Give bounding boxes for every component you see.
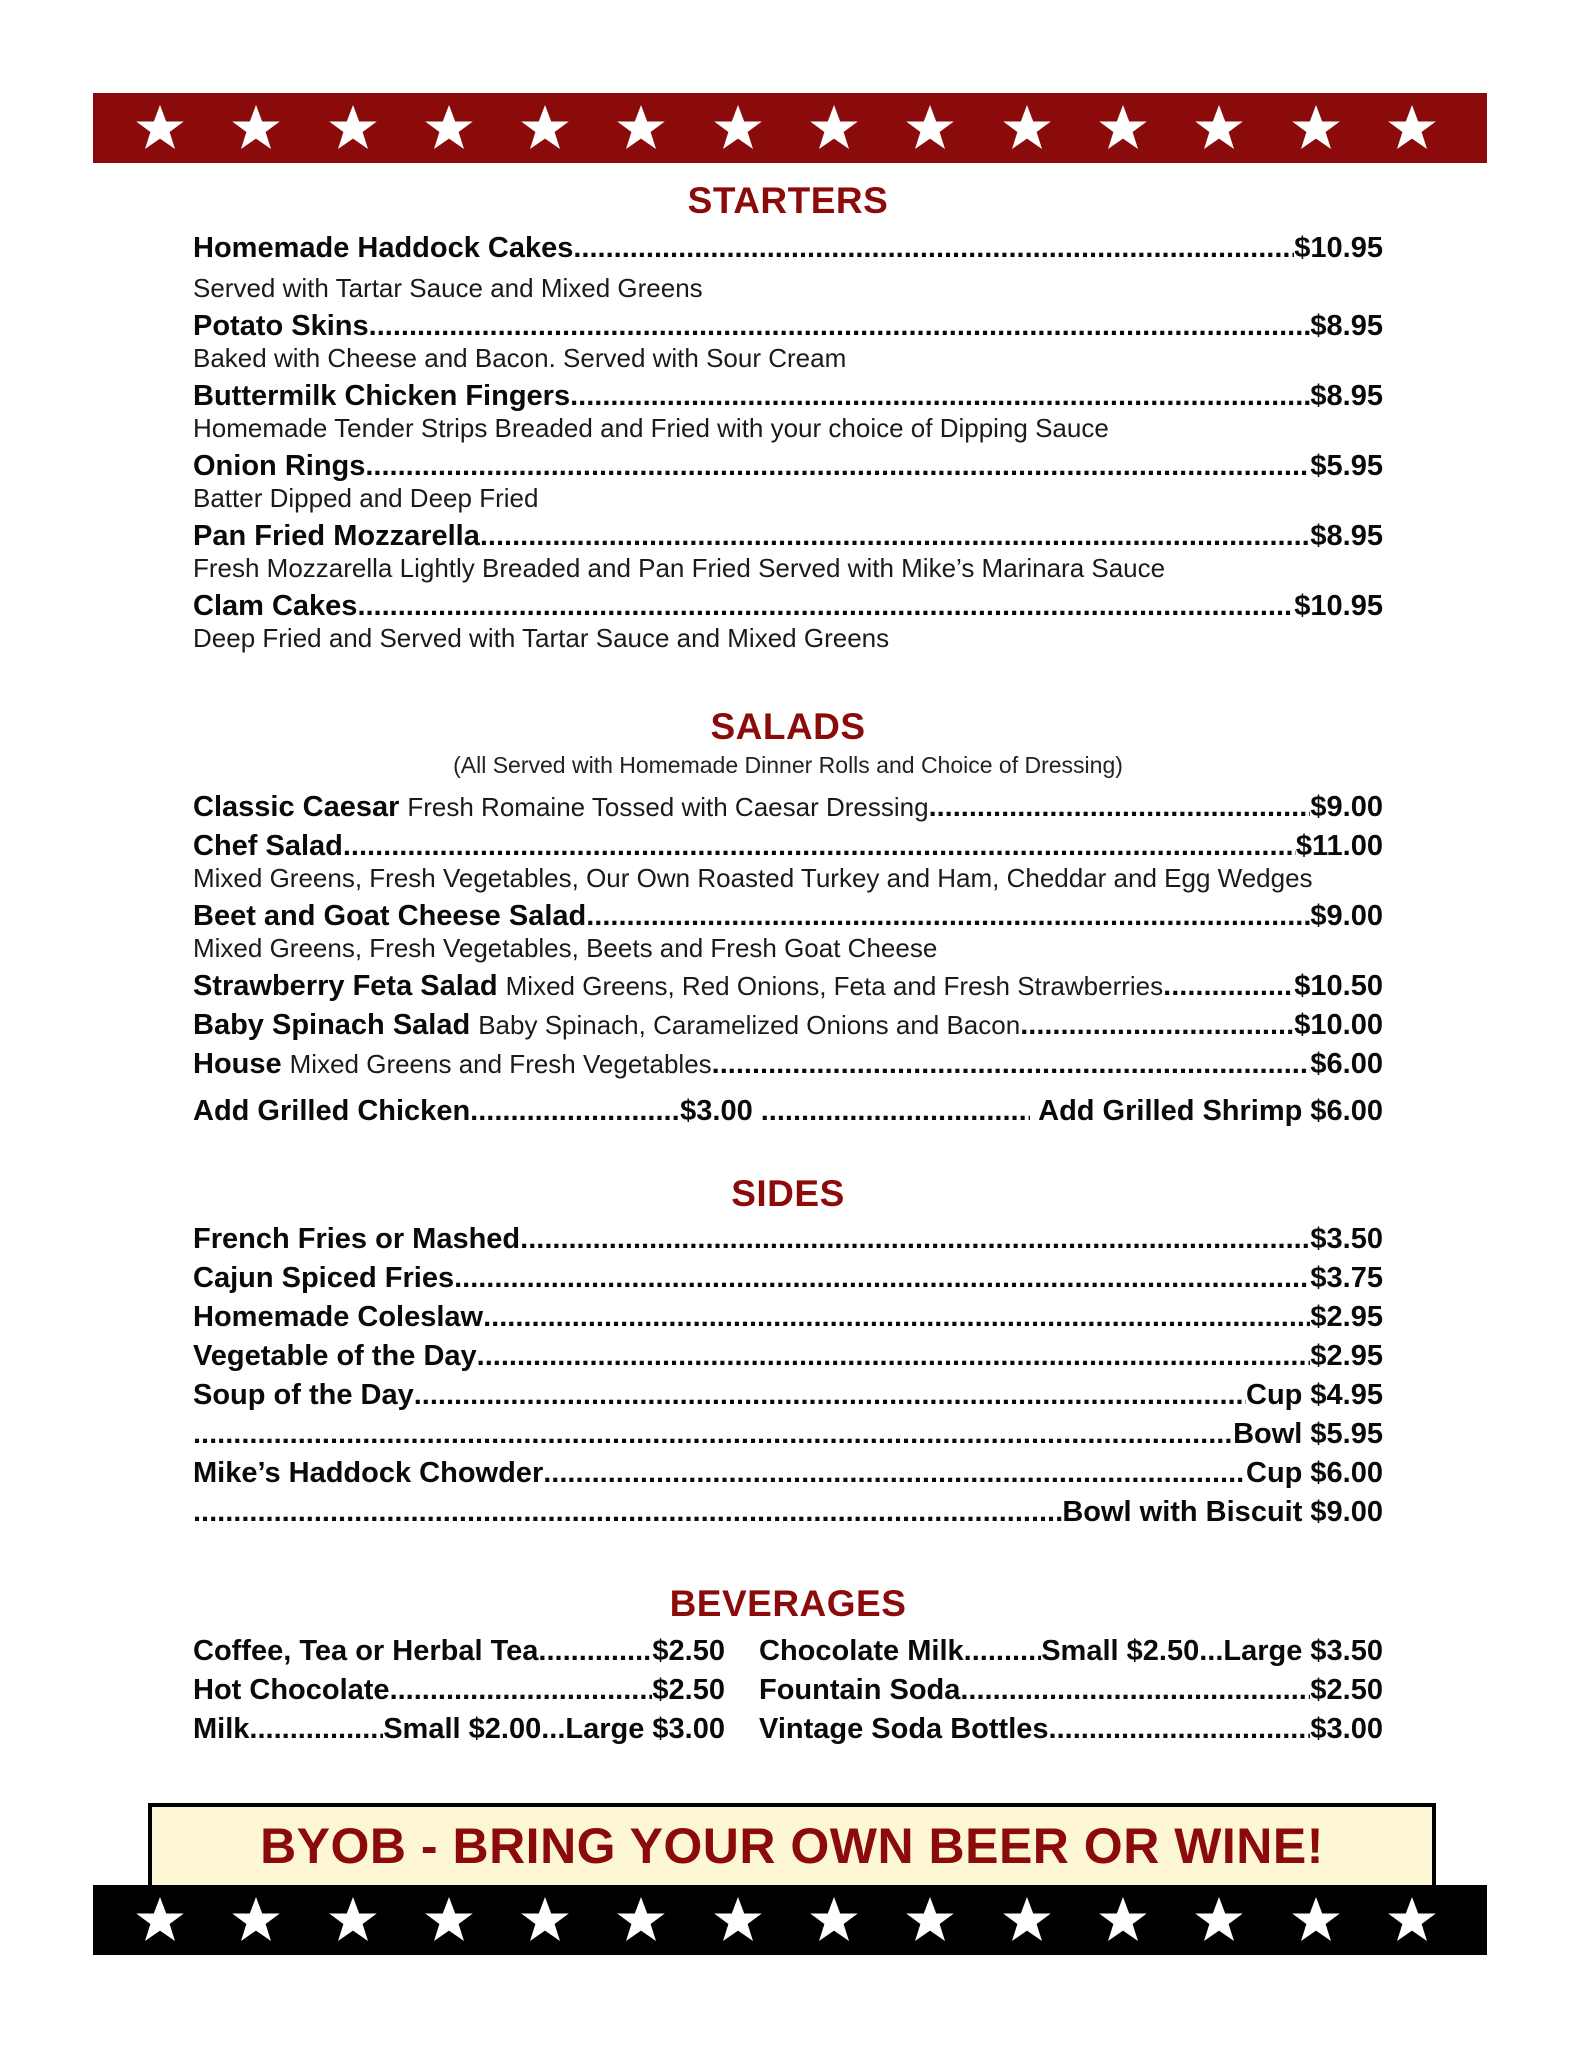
bottom-star-bar — [93, 1885, 1487, 1955]
item-price: Small $2.50...Large $3.50 — [1041, 1635, 1383, 1667]
item-description: Deep Fried and Served with Tartar Sauce and Mixed Greens — [193, 623, 890, 653]
menu-item-row — [759, 1674, 1383, 1707]
item-price: Cup $6.00 — [1246, 1457, 1383, 1489]
top-star-bar — [93, 93, 1487, 163]
item-inline-description: Mixed Greens, Red Onions, Feta and Fresh Strawberries — [505, 971, 1164, 1001]
menu-item-row — [193, 1674, 725, 1707]
star-icon — [520, 1895, 570, 1945]
item-price: $2.95 — [1310, 1340, 1383, 1372]
dot-leader — [483, 1301, 1310, 1334]
star-icon — [328, 1895, 378, 1945]
star-icon — [809, 103, 859, 153]
starters-section — [193, 180, 1383, 654]
item-name: Buttermilk Chicken Fingers — [193, 380, 571, 412]
menu-item-row — [759, 1713, 1383, 1746]
item-name: Cajun Spiced Fries — [193, 1262, 455, 1294]
menu-item — [193, 1418, 1383, 1451]
star-icon — [424, 1895, 474, 1945]
dot-leader — [369, 310, 1311, 343]
item-name: Vegetable of the Day — [193, 1340, 477, 1372]
item-price: Small $2.00...Large $3.00 — [383, 1713, 725, 1745]
dot-leader — [538, 1635, 652, 1668]
item-description: Mixed Greens, Fresh Vegetables, Beets and Fresh Goat Cheese — [193, 933, 938, 963]
dot-leader — [193, 1418, 1233, 1451]
dot-leader — [454, 1262, 1310, 1295]
menu-item-row — [193, 232, 1383, 265]
item-name: Pan Fried Mozzarella — [193, 520, 480, 552]
star-icon — [616, 103, 666, 153]
star-icon — [616, 1895, 666, 1945]
item-name: Clam Cakes — [193, 590, 358, 622]
menu-item — [193, 450, 1383, 514]
menu-item-row — [193, 830, 1383, 863]
add-shrimp-label: Add Grilled Shrimp $6.00 — [1038, 1095, 1383, 1127]
dot-leader — [357, 590, 1294, 623]
dot-leader — [964, 1635, 1042, 1668]
item-price: $5.95 — [1310, 450, 1383, 482]
menu-item — [193, 310, 1383, 374]
item-price: $10.50 — [1294, 970, 1383, 1002]
star-icon — [1194, 1895, 1244, 1945]
item-price: $8.95 — [1310, 380, 1383, 412]
menu-item-row — [193, 1048, 1383, 1081]
menu-item-row — [193, 450, 1383, 483]
sides-title: SIDES — [731, 1173, 845, 1214]
menu-item — [193, 1379, 1383, 1412]
dot-leader — [1049, 1713, 1311, 1746]
dot-leader — [573, 232, 1294, 265]
item-name: Soup of the Day — [193, 1379, 414, 1411]
item-description: Fresh Mozzarella Lightly Breaded and Pan Fried Served with Mike’s Marinara Sauce — [193, 553, 1166, 583]
dot-leader — [1020, 1009, 1294, 1042]
byob-text: BYOB - BRING YOUR OWN BEER OR WINE! — [260, 1818, 1324, 1874]
menu-item — [193, 830, 1383, 894]
beverages-section — [193, 1583, 1383, 1746]
menu-item-row — [193, 970, 1383, 1003]
star-icon — [424, 103, 474, 153]
menu-item-row — [193, 1379, 1383, 1412]
star-icon — [520, 103, 570, 153]
star-icon — [1291, 103, 1341, 153]
star-icon — [809, 1895, 859, 1945]
star-icon — [905, 1895, 955, 1945]
item-name: Baby Spinach Salad — [193, 1009, 471, 1041]
menu-item-row — [193, 900, 1383, 933]
menu-item-row — [193, 1262, 1383, 1295]
item-price: $8.95 — [1310, 520, 1383, 552]
menu-item-row — [759, 1635, 1383, 1668]
dot-leader — [249, 1713, 383, 1746]
sides-section — [193, 1173, 1383, 1529]
star-icon — [1387, 103, 1437, 153]
menu-item — [193, 1674, 725, 1707]
star-icon — [1291, 1895, 1341, 1945]
dot-leader — [193, 1496, 1062, 1529]
menu-item — [193, 900, 1383, 964]
star-icon — [1098, 103, 1148, 153]
salads-subtitle: (All Served with Homemade Dinner Rolls and Choice of Dressing) — [453, 752, 1123, 778]
menu-item-row — [193, 590, 1383, 623]
menu-item — [759, 1713, 1383, 1746]
dot-leader — [414, 1379, 1246, 1412]
menu-item — [193, 1048, 1383, 1081]
item-name: Classic Caesar — [193, 791, 400, 823]
salad-addons-row — [193, 1095, 1383, 1128]
menu-item-row — [193, 1457, 1383, 1490]
dot-leader — [477, 1340, 1311, 1373]
menu-item-row — [193, 520, 1383, 553]
item-name: Beet and Goat Cheese Salad — [193, 900, 587, 932]
menu-item-row — [193, 1301, 1383, 1334]
add-chicken-label: Add Grilled Chicken — [193, 1095, 471, 1127]
item-name: Homemade Coleslaw — [193, 1301, 484, 1333]
menu-item — [193, 1223, 1383, 1256]
menu-item — [193, 970, 1383, 1003]
item-description: Served with Tartar Sauce and Mixed Greens — [193, 273, 703, 303]
menu-item — [193, 232, 1383, 304]
item-price: $9.00 — [1310, 791, 1383, 823]
menu-item-row — [193, 310, 1383, 343]
star-icon — [713, 103, 763, 153]
menu-item-row — [193, 791, 1383, 824]
star-icon — [1387, 1895, 1437, 1945]
item-price: $10.95 — [1294, 232, 1383, 264]
menu-item-row — [193, 1009, 1383, 1042]
add-chicken-price: $3.00 — [680, 1095, 753, 1127]
dot-leader — [712, 1048, 1311, 1081]
dot-leader — [1163, 970, 1294, 1003]
item-name: Fountain Soda — [759, 1674, 961, 1706]
item-name: French Fries or Mashed — [193, 1223, 521, 1255]
star-icon — [1194, 103, 1244, 153]
item-price: $2.95 — [1310, 1301, 1383, 1333]
menu-item-row — [193, 1713, 725, 1746]
menu-item — [193, 380, 1383, 444]
item-price: $3.75 — [1310, 1262, 1383, 1294]
menu-item-row — [193, 1418, 1383, 1451]
star-icon — [231, 1895, 281, 1945]
menu-item — [193, 1340, 1383, 1373]
menu-item-row — [193, 1496, 1383, 1529]
menu-item — [193, 1635, 725, 1668]
menu-item — [193, 1262, 1383, 1295]
item-name: Milk — [193, 1713, 250, 1745]
item-name: Vintage Soda Bottles — [759, 1713, 1049, 1745]
dot-leader — [543, 1457, 1246, 1490]
item-name: Chef Salad — [193, 830, 343, 862]
salads-title: SALADS — [710, 706, 866, 747]
dot-leader — [470, 1095, 680, 1128]
dot-leader — [761, 1095, 1030, 1128]
item-price: Cup $4.95 — [1246, 1379, 1383, 1411]
menu-item — [193, 1009, 1383, 1042]
dot-leader — [929, 791, 1311, 824]
item-price: $10.95 — [1294, 590, 1383, 622]
byob-banner — [148, 1803, 1436, 1885]
menu-item — [759, 1674, 1383, 1707]
item-name: Potato Skins — [193, 310, 369, 342]
dot-leader — [586, 900, 1310, 933]
item-inline-description: Mixed Greens and Fresh Vegetables — [289, 1049, 712, 1079]
star-icon — [1002, 1895, 1052, 1945]
item-price: Bowl $5.95 — [1233, 1418, 1383, 1450]
item-price: $6.00 — [1310, 1048, 1383, 1080]
item-price: $11.00 — [1295, 830, 1383, 862]
menu-item — [193, 1301, 1383, 1334]
item-price: $3.00 — [1310, 1713, 1383, 1745]
item-name: Chocolate Milk — [759, 1635, 964, 1667]
menu-item-row — [193, 1340, 1383, 1373]
dot-leader — [390, 1674, 653, 1707]
item-price: $2.50 — [1310, 1674, 1383, 1706]
dot-leader — [365, 450, 1310, 483]
star-icon — [713, 1895, 763, 1945]
menu-item — [193, 1713, 725, 1746]
menu-item — [193, 1457, 1383, 1490]
menu-item — [193, 791, 1383, 824]
item-inline-description: Fresh Romaine Tossed with Caesar Dressing — [407, 792, 929, 822]
item-name: House — [193, 1048, 282, 1080]
item-price: $2.50 — [652, 1674, 725, 1706]
star-icon — [905, 103, 955, 153]
star-icon — [1002, 103, 1052, 153]
menu-item-row — [193, 380, 1383, 413]
item-price: Bowl with Biscuit $9.00 — [1062, 1496, 1383, 1528]
item-description: Homemade Tender Strips Breaded and Fried with your choice of Dipping Sauce — [193, 413, 1109, 443]
menu-item — [193, 520, 1383, 584]
item-name: Onion Rings — [193, 450, 366, 482]
star-icon — [231, 103, 281, 153]
item-price: $2.50 — [652, 1635, 725, 1667]
item-name: Hot Chocolate — [193, 1674, 390, 1706]
item-inline-description: Baby Spinach, Caramelized Onions and Bacon — [478, 1010, 1021, 1040]
star-icon — [1098, 1895, 1148, 1945]
item-price: $10.00 — [1294, 1009, 1383, 1041]
item-name: Coffee, Tea or Herbal Tea — [193, 1635, 539, 1667]
item-name: Homemade Haddock Cakes — [193, 232, 574, 264]
menu-item — [193, 1496, 1383, 1529]
item-description: Mixed Greens, Fresh Vegetables, Our Own Roasted Turkey and Ham, Cheddar and Egg Wedges — [193, 863, 1313, 893]
star-icon — [135, 103, 185, 153]
item-name: Strawberry Feta Salad — [193, 970, 498, 1002]
dot-leader — [343, 830, 1296, 863]
item-description: Baked with Cheese and Bacon. Served with Sour Cream — [193, 343, 847, 373]
star-icon — [328, 103, 378, 153]
item-name: Mike’s Haddock Chowder — [193, 1457, 544, 1489]
beverages-title: BEVERAGES — [669, 1583, 907, 1624]
dot-leader — [960, 1674, 1310, 1707]
menu-item — [759, 1635, 1383, 1668]
dot-leader — [520, 1223, 1310, 1256]
menu-item — [193, 590, 1383, 654]
menu-item-row — [193, 1635, 725, 1668]
star-icon — [135, 1895, 185, 1945]
item-description: Batter Dipped and Deep Fried — [193, 483, 539, 513]
starters-title: STARTERS — [687, 180, 889, 221]
dot-leader — [570, 380, 1310, 413]
dot-leader — [480, 520, 1311, 553]
menu-item-row — [193, 1223, 1383, 1256]
item-price: $8.95 — [1310, 310, 1383, 342]
salads-section — [193, 706, 1383, 1128]
item-price: $3.50 — [1310, 1223, 1383, 1255]
item-price: $9.00 — [1310, 900, 1383, 932]
